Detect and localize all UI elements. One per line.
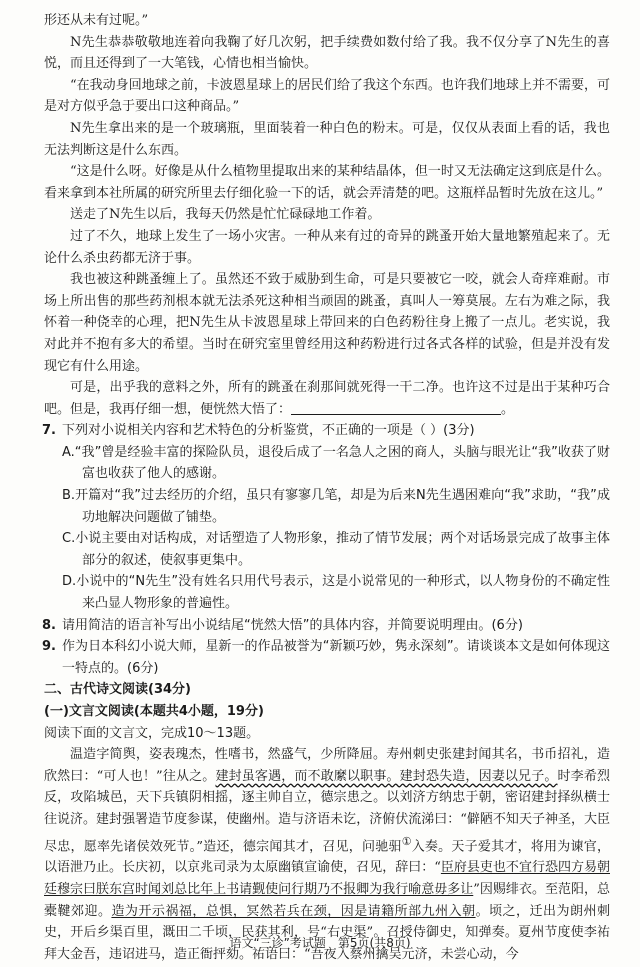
question-number: 7. [42, 423, 56, 439]
question-9 [44, 636, 610, 679]
option-d[interactable]: D.小说中的“N先生”没有姓名只用代号表示，这是小说常见的一种形式，以人物身份的不确定性来凸显人物形象的普遍性。 [62, 574, 610, 612]
question-text: 下列对小说相关内容和艺术特色的分析鉴赏，不正确的一项是（ ）(3分) [62, 423, 475, 439]
story-paragraph: “这是什么呀。好像是从什么植物里提取出来的某种结晶体，但一时又无法确定这到底是什么。看来拿到本社所属的研究所里去仔细化验一下的话，就会弄清楚的吧。这瓶样品暂时先放在这儿。” [44, 164, 610, 201]
story-paragraph: N先生拿出来的是一个玻璃瓶，里面装着一种白色的粉末。可是，仅仅从表面上看的话，我也无法判断这是什么东西。 [44, 120, 610, 158]
page-footer: 语文“三诊”考试题 第5页(共8页) [229, 936, 411, 951]
question-8 [44, 615, 610, 637]
story-final-paragraph: 可是，出乎我的意料之外，所有的跳蚤在刹那间就死得一干二净。也许这不过是出于某种巧合吧。但是，我再仔细一想，便恍然大悟了： 。 [44, 380, 610, 417]
story-paragraph: 我也被这种跳蚤缠上了。虽然还不致于威胁到生命，可是只要被它一咬，就会人奇痒难耐。市场上所出售的那些药剂根本就无法杀死这种相当顽固的跳蚤，真叫人一筹莫展。左右为难之际，我怀着一种侥幸的心理，把N先生从卡波恩星球上带回来的白色药粉往身上搬了一点儿。老实说，我对此并不抱有多大的希望。当时在研究室里曾经用这种药粉进行过各式各样的试验，但是并没有发现它有什么用途。 [44, 272, 610, 374]
question-number: 8. [42, 617, 56, 633]
story-paragraph: 送走了N先生以后，我每天仍然是忙忙碌碌地工作着。 [70, 207, 381, 223]
classical-underlined-sentence: 造为开示祸福，总惧，冥然若兵在颈，因是请籍所部九州入朝 [111, 903, 476, 919]
option-a[interactable]: A.“我”曾是经验丰富的探险队员，退役后成了一名急人之困的商人，头脑与眼光让“我”收获了财富也收获了他人的感谢。 [62, 444, 610, 482]
section-title: 二、古代诗文阅读(34分) [44, 682, 191, 698]
question-7 [44, 420, 610, 614]
reading-instruction: 阅读下面的文言文，完成10～13题。 [44, 725, 260, 741]
classical-sentence: 入奏。天子爱其才，将用为谏官，以语泄乃止。长庆初，以京兆司录为太原幽镇宣谕使，召见，辞曰：“ [44, 838, 610, 876]
story-paragraph: N先生恭恭敬敬地连着向我鞠了好几次躬，把手续费如数付给了我。我不仅分享了N先生的喜悦，而且还得到了一大笔钱，心情也相当愉快。 [44, 34, 610, 72]
option-b[interactable]: B.开篇对“我”过去经历的介绍，虽只有寥寥几笔，却是为后来N先生遇困难向“我”求助，“我”成功地解决问题做了铺垫。 [62, 488, 610, 525]
story-final-text: 可是，出乎我的意料之外，所有的跳蚤在刹那间就死得一干二净。也许这不过是出于某种巧合吧。但是，我再仔细一想，便恍然大悟了： [44, 380, 610, 417]
classical-sentence: ”因赐绯衣。至范阳，总橐鞬郊迎。 [44, 882, 610, 919]
option-c[interactable]: C.小说主要由对话构成，对话塑造了人物形象，推动了情节发展；两个对话场景完成了故事主体部分的叙述，使叙事更集中。 [62, 531, 610, 568]
classical-underlined-sentence: 臣府县吏也不宜行恐四方易朝廷穆宗曰朕东宫时闻刘总比年上书请觐使问行期乃不报卿为我行喻意毋多让 [44, 860, 610, 898]
classical-sentence: 。顷之，迁出为朗州刺史，开后乡渠百里，溉田二千顷，民获其利，号“右史渠”。召授侍御史，知弹奏。夏州节度使李祐拜大金吾，违诏进马，造正衙抨劾。祐语曰：“吾夜入蔡州擒吴元济，未尝心动，今 [44, 903, 610, 962]
classical-sentence: 温造字简舆，姿表瑰杰，性嗜书，然盛气，少所降屈。寿州刺史张建封闻其名，书币招礼，造欣然曰：“可人也！”往从之。 [44, 747, 610, 784]
subsection-title: (一)文言文阅读(本题共4小题，19分) [44, 704, 264, 719]
question-text: 作为日本科幻小说大师，星新一的作品被誉为“新颖巧妙，隽永深刻”。请谈谈本文是如何体现这一特点的。(6分) [62, 639, 610, 676]
classical-text [44, 744, 610, 965]
footnote-marker: ① [401, 834, 412, 848]
classical-sentence-marked: 建封虽客遇，而不敢縻以职事。建封恐失造，因妻以兄子。 [215, 768, 558, 784]
story-paragraph: “在我动身回地球之前，卡波恩星球上的居民们给了我这个东西。也许我们地球上并不需要，可是对方似乎急于要出口这种商品。” [44, 77, 610, 115]
classical-sentence: 时李希烈反，攻陷城邑，天下兵镇阴相摇，逐主帅自立，德宗患之。以刘济方纳忠于朝，密诏建封择纵横士往说济。建封强署造节度参谋，使幽州。造与济语未讫，济俯伏流涕曰：“僻陋不知天子神圣，大臣尽忠，愿率先诸侯效死节。”造还，德宗闻其才，召见，问驰驲 [44, 768, 610, 854]
question-number: 9. [42, 639, 56, 655]
story-paragraph: 过了不久，地球上发生了一场小灾害。一种从来有过的奇异的跳蚤开始大量地繁殖起来了。无论什么杀虫药都无济于事。 [44, 228, 610, 266]
story-paragraph: 形还从未有过呢。” [44, 13, 149, 28]
answer-blank[interactable] [291, 400, 501, 415]
question-text: 请用简洁的语言补写出小说结尾“恍然大悟”的具体内容，并简要说明理由。(6分) [62, 617, 523, 633]
